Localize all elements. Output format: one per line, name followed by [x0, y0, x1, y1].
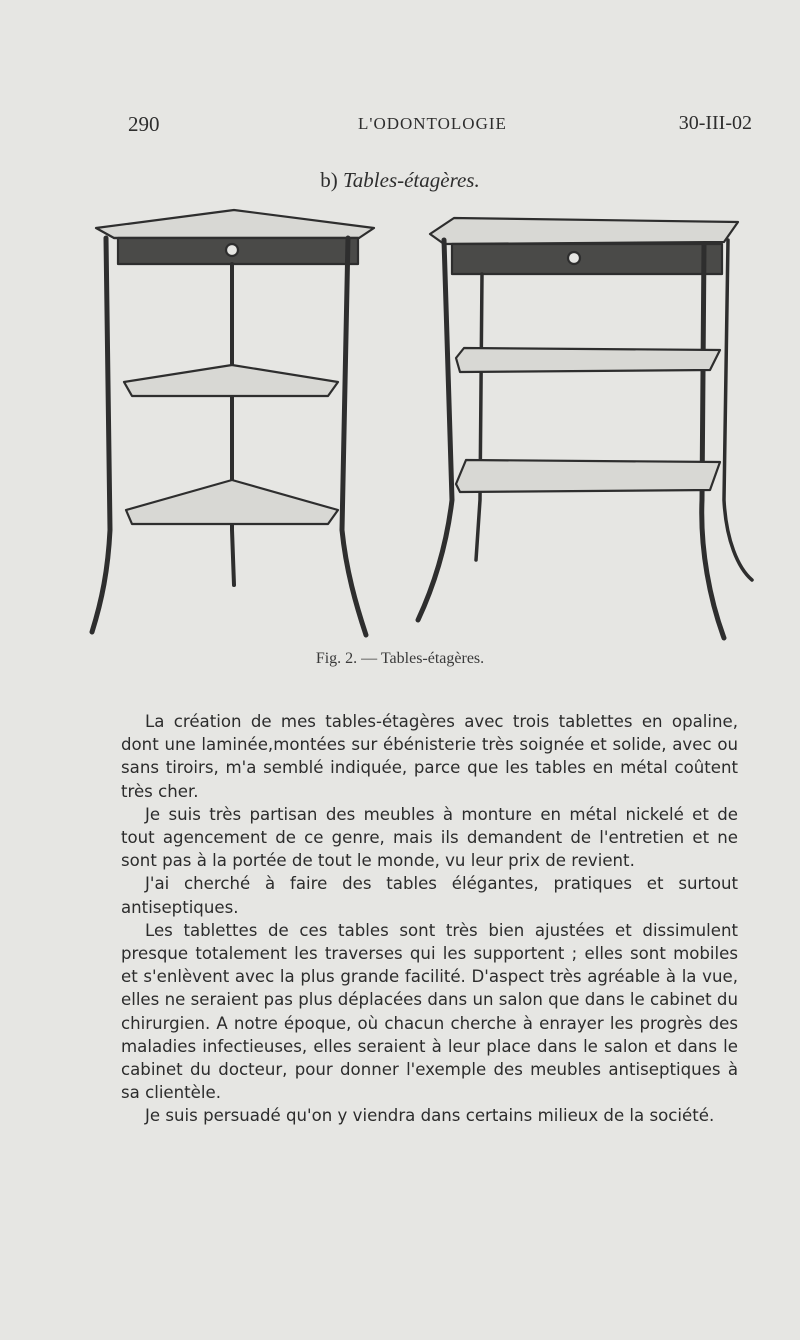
paragraph-5: Je suis persuadé qu'on y viendra dans certains milieux de la société.: [145, 1106, 715, 1126]
figure-caption: Fig. 2. — Tables-étagères.: [315, 650, 485, 667]
tables-etageres-engraving: [84, 200, 774, 650]
issue-date: 30-III-02: [678, 112, 752, 134]
corner-table-drawing: [92, 210, 374, 635]
body-text: [121, 710, 738, 1128]
running-header: [128, 112, 752, 140]
paragraph-2: Je suis très partisan des meubles à monture en métal nickelé et de tout agencement de ce genre, mais ils demandent de l'entretien et ne sont pas à la portée de tout le monde, vu leur prix de revient.: [121, 804, 738, 871]
section-marker: b): [320, 168, 338, 192]
section-heading: [0, 168, 800, 193]
page-number: 290: [128, 112, 160, 136]
section-title-text: Tables-étagères.: [343, 168, 480, 192]
journal-title: L'ODONTOLOGIE: [358, 114, 507, 133]
rectangular-table-drawing: [418, 218, 752, 638]
figure-illustration: [84, 200, 774, 650]
paragraph-4: Les tablettes de ces tables sont très bien ajustées et dissimulent presque totalement les traverses qui les supportent ; elles sont mobiles et s'enlèvent avec la plus grande facilité. D'aspect très agréable à la vue, elles ne seraient pas plus déplacées dans un salon que dans le cabinet du chirurgien. A notre époque, où chacun cherche à enrayer les progrès des maladies infectieuses, elles seraient à leur place dans le salon et dans le cabinet du docteur, pour donner l'exemple des meubles antiseptiques à sa clientèle.: [121, 920, 738, 1103]
paragraph-3: J'ai cherché à faire des tables élégantes, pratiques et surtout antiseptiques.: [121, 874, 738, 917]
paragraph-1: La création de mes tables-étagères avec trois tablettes en opaline, dont une laminée,montées sur ébénisterie très soignée et solide, avec ou sans tiroirs, m'a semblé indiquée, parce que les tables en métal coûtent très cher.: [121, 712, 738, 801]
